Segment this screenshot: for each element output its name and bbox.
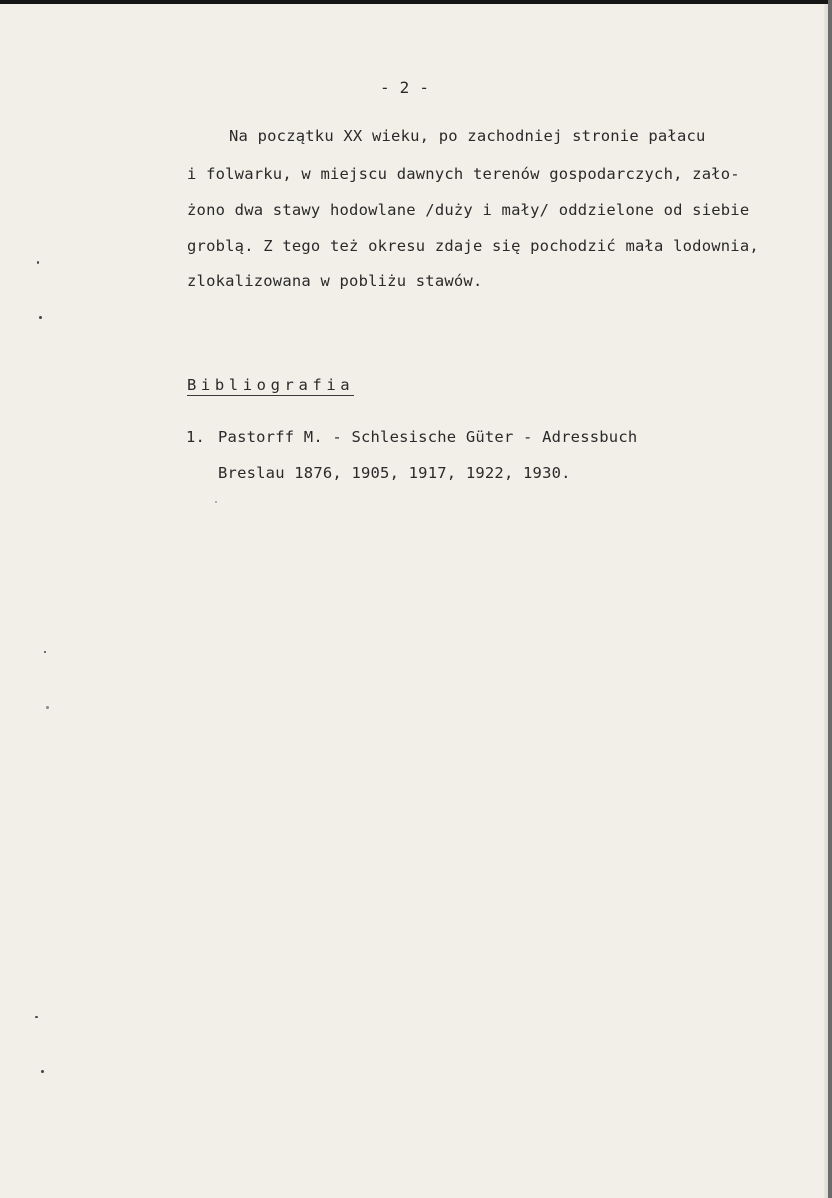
- paper-speck: [39, 316, 42, 319]
- paragraph-line: żono dwa stawy hodowlane /duży i mały/ oddzielone od siebie: [187, 201, 750, 219]
- paragraph-line: i folwarku, w miejscu dawnych terenów gospodarczych, zało-: [187, 165, 740, 183]
- bibliography-item-number: 1.: [186, 428, 206, 446]
- paper-speck: [215, 501, 217, 503]
- bibliography-heading: Bibliografia: [187, 376, 355, 394]
- paper-speck: [46, 706, 49, 709]
- paper-speck: [41, 1070, 44, 1073]
- paper-speck: [44, 651, 46, 653]
- bibliography-item-continuation: Breslau 1876, 1905, 1917, 1922, 1930.: [218, 464, 571, 482]
- paper-speck: [37, 261, 39, 264]
- bibliography-item-text: Pastorff M. - Schlesische Güter - Adressbuch: [218, 428, 638, 446]
- paragraph-line: groblą. Z tego też okresu zdaje się pochodzić mała lodownia,: [187, 237, 759, 255]
- paper-speck: [35, 1016, 38, 1018]
- paragraph-line: zlokalizowana w pobliżu stawów.: [187, 272, 483, 290]
- page-number: - 2 -: [380, 78, 430, 97]
- paragraph-line: Na początku XX wieku, po zachodniej stronie pałacu: [229, 127, 706, 145]
